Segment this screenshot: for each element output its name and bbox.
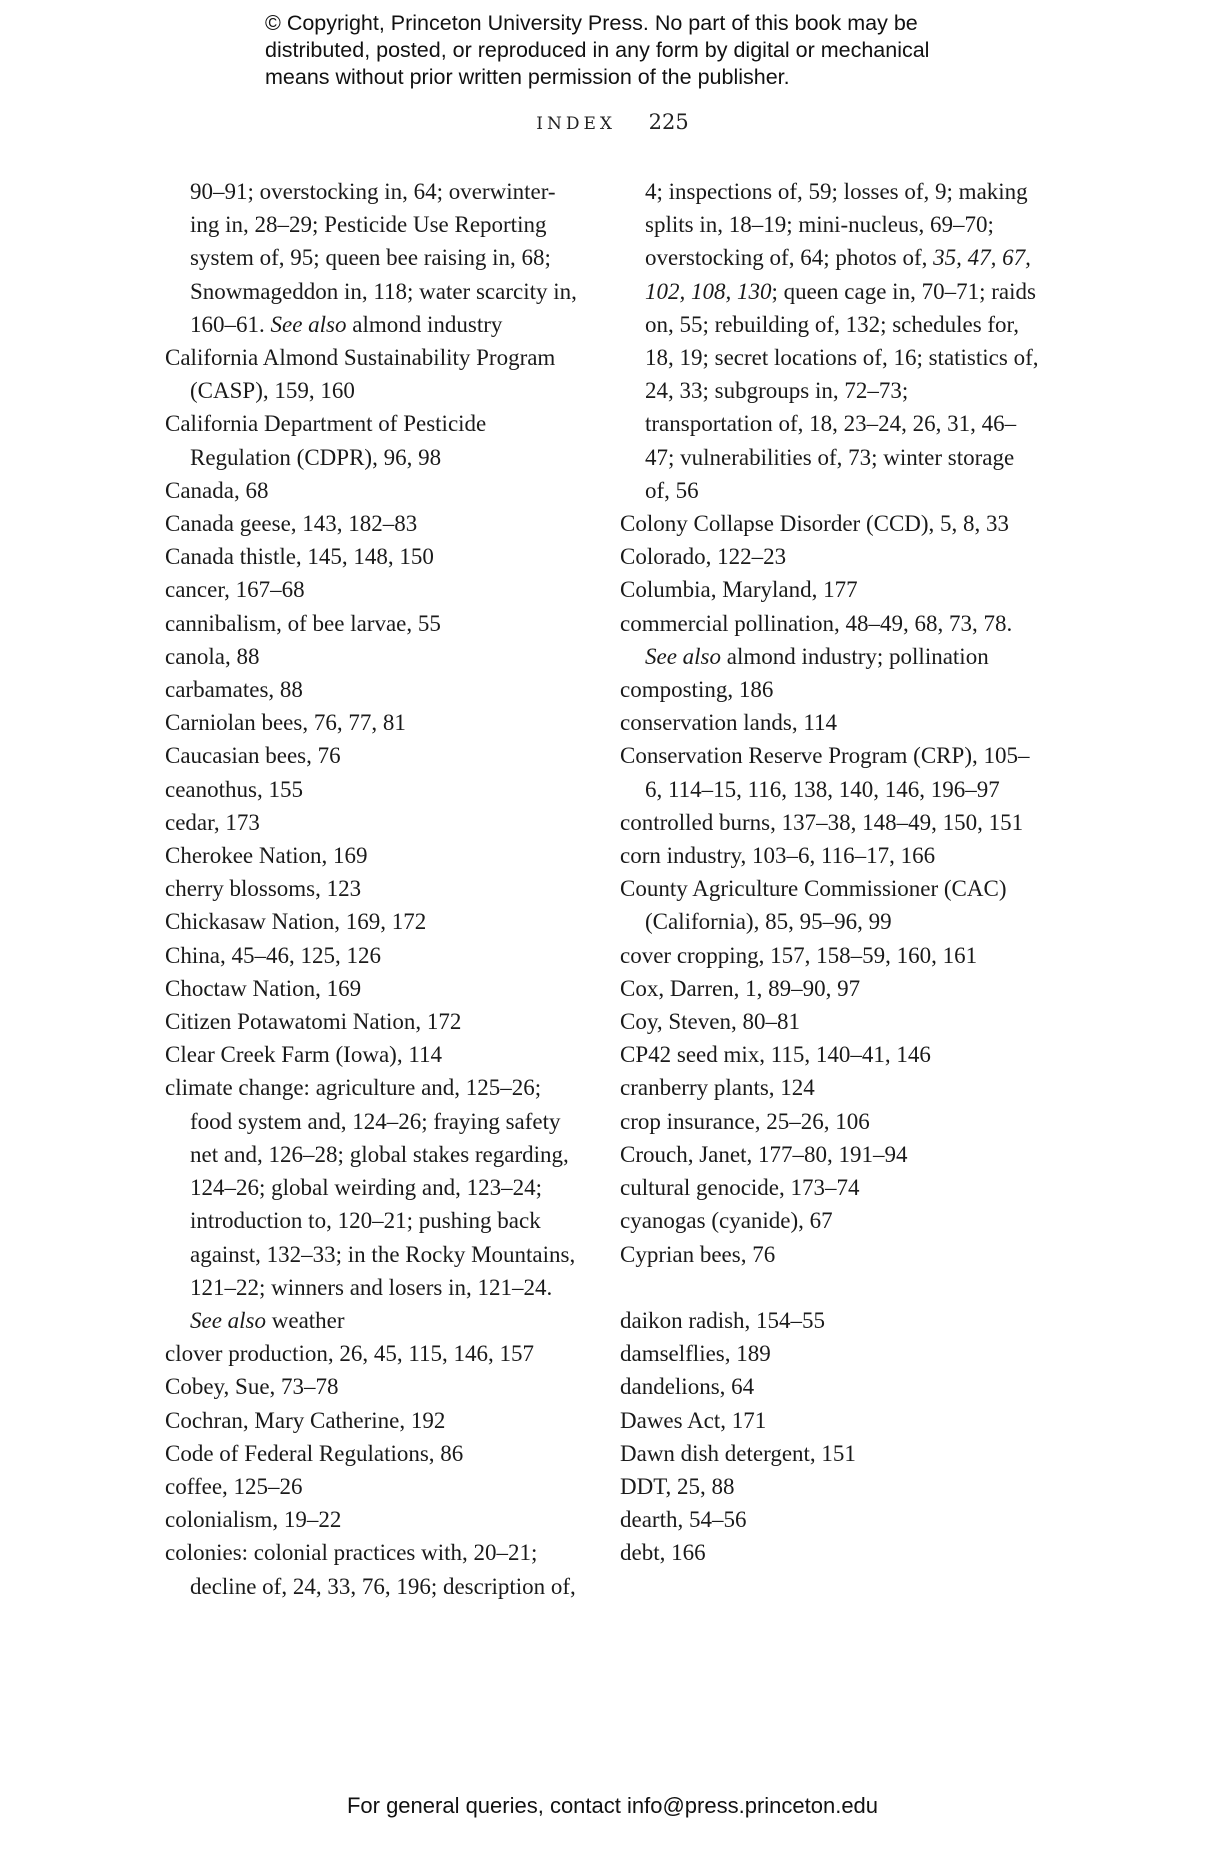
index-entry [620, 706, 1040, 739]
index-entry [165, 1005, 585, 1038]
entry-text: commercial pollination, 48–49, 68, 73, 78. [620, 610, 1013, 636]
index-entry [165, 1337, 585, 1370]
entry-text: Citizen Potawatomi Nation, 172 [165, 1009, 462, 1035]
entry-text: crop insurance, 25–26, 106 [620, 1108, 870, 1134]
entry-text: ceanothus, 155 [165, 776, 303, 802]
index-entry [620, 1470, 1040, 1503]
entry-text: Cyprian bees, 76 [620, 1241, 776, 1267]
index-entry [620, 806, 1040, 839]
index-entry [620, 1005, 1040, 1038]
entry-text: dandelions, 64 [620, 1374, 755, 1400]
index-entry [620, 1404, 1040, 1437]
entry-text: Cobey, Sue, 73–78 [165, 1374, 339, 1400]
entry-text: climate change: agriculture and, 125–26; food system and, 124–26; fraying safety net and, 126–28; global stakes regarding, 124–26; global weirding and, 123–24; introduction to, 120–21; pushing back against, 132–33; in the Rocky Mountains, 121–22; winners and losers in, 121–24. [165, 1075, 576, 1300]
entry-text: almond industry [346, 311, 503, 337]
continuation-line: 90–91; overstocking in, 64; overwinter- [190, 179, 556, 204]
index-entry [620, 1171, 1040, 1204]
copyright-notice [265, 10, 1025, 91]
entry-text: Canada, 68 [165, 477, 269, 503]
index-entry [620, 1337, 1040, 1370]
index-entry [620, 1138, 1040, 1171]
continuation-line: splits in, 18–19; mini-nucleus, 69–70; [645, 212, 994, 238]
entry-text: daikon radish, 154–55 [620, 1307, 826, 1333]
footer-contact: For general queries, contact info@press.princeton.edu [346, 1793, 879, 1818]
index-entry [165, 1470, 585, 1503]
entry-text: composting, 186 [620, 677, 774, 703]
entry-text: Cox, Darren, 1, 89–90, 97 [620, 975, 861, 1001]
index-entry [620, 939, 1040, 972]
index-entry [620, 673, 1040, 706]
index-entry [620, 1038, 1040, 1071]
entry-text: cannibalism, of bee larvae, 55 [165, 610, 441, 636]
entry-text: China, 45–46, 125, 126 [165, 942, 381, 968]
entry-text: Columbia, Maryland, 177 [620, 577, 858, 603]
index-entry [165, 1370, 585, 1403]
entry-text: cherry blossoms, 123 [165, 876, 362, 902]
entry-text: DDT, 25, 88 [620, 1473, 735, 1499]
continuation-tail [645, 241, 1040, 507]
index-entry [165, 939, 585, 972]
index-entry [165, 1071, 585, 1337]
index-entry [620, 1071, 1040, 1104]
index-entry [620, 1536, 1040, 1569]
continuation-line: Snowmageddon in, 118; water scarcity in, [190, 278, 577, 304]
entry-text: Colony Collapse Disorder (CCD), 5, 8, 33 [620, 511, 1010, 537]
entry-text: CP42 seed mix, 115, 140–41, 146 [620, 1042, 931, 1068]
index-entry [165, 573, 585, 606]
index-entry-continuation [165, 175, 585, 341]
index-entry [165, 640, 585, 673]
index-entry [165, 1536, 585, 1602]
entry-italic-text: See also [270, 311, 347, 337]
entry-text: cancer, 167–68 [165, 577, 305, 603]
index-entry [620, 839, 1040, 872]
entry-text: Cherokee Nation, 169 [165, 843, 368, 869]
index-column-left [165, 175, 585, 1603]
index-entry [165, 872, 585, 905]
index-entry [165, 540, 585, 573]
page-number: 225 [648, 110, 689, 134]
index-entry [165, 407, 585, 473]
index-entry [165, 1503, 585, 1536]
continuation-tail [190, 308, 585, 341]
index-column-right [620, 175, 1040, 1570]
index-entry [165, 1404, 585, 1437]
entry-text: cultural genocide, 173–74 [620, 1175, 860, 1201]
entry-text: conservation lands, 114 [620, 710, 837, 736]
entry-text: Code of Federal Regulations, 86 [165, 1440, 464, 1466]
index-entry [620, 1437, 1040, 1470]
entry-text: controlled burns, 137–38, 148–49, 150, 151 [620, 809, 1024, 835]
entry-text: Conservation Reserve Program (CRP), 105–6, 114–15, 116, 138, 140, 146, 196–97 [620, 743, 1030, 802]
index-entry [165, 739, 585, 772]
index-entry [620, 1503, 1040, 1536]
index-entry-continuation [620, 175, 1040, 507]
index-entry [165, 806, 585, 839]
entry-text: California Almond Sustainability Program (CASP), 159, 160 [165, 345, 556, 404]
index-entry [620, 573, 1040, 606]
index-entry [165, 839, 585, 872]
entry-text: County Agriculture Commissioner (CAC) (California), 85, 95–96, 99 [620, 876, 1007, 935]
index-entry [620, 1304, 1040, 1337]
index-entry [165, 474, 585, 507]
entry-text: Caucasian bees, 76 [165, 743, 341, 769]
letter-section-gap [620, 1271, 1040, 1304]
index-entry [165, 1038, 585, 1071]
entry-text: corn industry, 103–6, 116–17, 166 [620, 843, 936, 869]
index-entry [620, 507, 1040, 540]
index-entry [620, 1105, 1040, 1138]
entry-text: overstocking of, 64; photos of, [645, 245, 934, 271]
entry-text: Colorado, 122–23 [620, 544, 787, 570]
entry-text: colonies: colonial practices with, 20–21; decline of, 24, 33, 76, 196; description of, [165, 1540, 576, 1599]
entry-text: dearth, 54–56 [620, 1507, 747, 1533]
entry-text: Chickasaw Nation, 169, 172 [165, 909, 427, 935]
copyright-line: © Copyright, Princeton University Press. No part of this book may be [265, 11, 918, 35]
index-entry [620, 972, 1040, 1005]
entry-text: ; queen cage in, 70–71; raids on, 55; rebuilding of, 132; schedules for, 18, 19; secret locations of, 16; statistics of, 24, 33; subgroups in, 72–73; transportation of, 18, 23–24, 26, 31, 46–47; vulnerabilities of, 73; winter storage of, 56 [645, 278, 1039, 503]
index-entry [165, 905, 585, 938]
entry-text: Carniolan bees, 76, 77, 81 [165, 710, 406, 736]
entry-text: Canada geese, 143, 182–83 [165, 511, 418, 537]
index-entry [620, 607, 1040, 673]
entry-text: coffee, 125–26 [165, 1473, 303, 1499]
entry-italic-text: 35, 47, 67, 102, 108, 130 [645, 245, 1031, 304]
index-entry [620, 1238, 1040, 1271]
entry-text: debt, 166 [620, 1540, 706, 1566]
entry-text: Cochran, Mary Catherine, 192 [165, 1407, 446, 1433]
entry-text: almond industry; pollination [721, 643, 989, 669]
entry-text: Dawes Act, 171 [620, 1407, 767, 1433]
entry-italic-text: See also [645, 643, 722, 669]
index-entry [620, 540, 1040, 573]
index-entry [620, 1204, 1040, 1237]
index-entry [620, 1370, 1040, 1403]
running-head [0, 110, 1225, 134]
continuation-line: ing in, 28–29; Pesticide Use Reporting [190, 212, 547, 238]
copyright-line: means without prior written permission of the publisher. [265, 65, 790, 89]
copyright-line: distributed, posted, or reproduced in any form by digital or mechanical [265, 38, 930, 62]
index-entry [165, 507, 585, 540]
entry-text: cedar, 173 [165, 809, 260, 835]
entry-text: cranberry plants, 124 [620, 1075, 815, 1101]
entry-text: cover cropping, 157, 158–59, 160, 161 [620, 942, 978, 968]
index-entry [620, 739, 1040, 805]
entry-italic-text: See also [190, 1307, 267, 1333]
entry-text: cyanogas (cyanide), 67 [620, 1208, 833, 1234]
entry-text: Canada thistle, 145, 148, 150 [165, 544, 434, 570]
entry-text: weather [266, 1307, 345, 1333]
continuation-line: 4; inspections of, 59; losses of, 9; making [645, 179, 1028, 204]
entry-text: carbamates, 88 [165, 677, 303, 703]
entry-text: colonialism, 19–22 [165, 1507, 342, 1533]
continuation-line: system of, 95; queen bee raising in, 68; [190, 245, 551, 271]
index-entry [165, 1437, 585, 1470]
entry-text: Clear Creek Farm (Iowa), 114 [165, 1042, 442, 1068]
entry-text: canola, 88 [165, 643, 260, 669]
entry-text: clover production, 26, 45, 115, 146, 157 [165, 1341, 535, 1367]
entry-text: Crouch, Janet, 177–80, 191–94 [620, 1141, 908, 1167]
index-entry [165, 673, 585, 706]
index-entry [165, 773, 585, 806]
index-entry [165, 341, 585, 407]
running-head-label: INDEX [536, 114, 616, 134]
entry-text: damselflies, 189 [620, 1341, 771, 1367]
entry-text: California Department of Pesticide Regulation (CDPR), 96, 98 [165, 411, 487, 470]
index-entry [620, 872, 1040, 938]
index-entry [165, 706, 585, 739]
entry-text: Coy, Steven, 80–81 [620, 1009, 800, 1035]
entry-text: Choctaw Nation, 169 [165, 975, 362, 1001]
entry-text: Dawn dish detergent, 151 [620, 1440, 856, 1466]
index-entry [165, 972, 585, 1005]
index-entry [165, 607, 585, 640]
entry-text: 160–61. [190, 311, 271, 337]
